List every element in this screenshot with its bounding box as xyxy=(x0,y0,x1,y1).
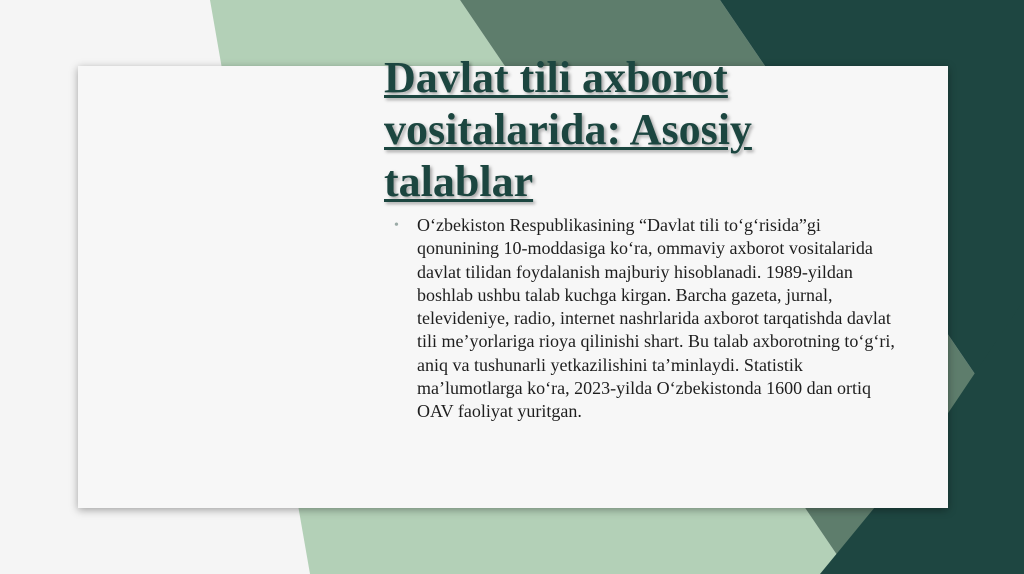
bullet-icon: • xyxy=(394,218,399,233)
body-paragraph-text: O‘zbekiston Respublikasining “Davlat tili to‘g‘risida”gi qonunining 10-moddasiga ko‘ra, ommaviy axborot vositalarida davlat tilidan foydalanish majburiy hisoblanadi. 1989-yildan boshlab ushbu talab kuchga kirgan. Barcha gazeta, jurnal, televideniye, radio, internet nashrlarida axborot tarqatishda davlat tili me’yorlariga rioya qilinishi shart. Bu talab axborotning to‘g‘ri, aniq va tushunarli yetkazilishini ta’minlaydi. Statistik ma’lumotlarga ko‘ra, 2023-yilda O‘zbekistonda 1600 dan ortiq OAV faoliyat yuritgan. xyxy=(417,215,895,422)
slide-title: Davlat tili axborot vositalarida: Asosiy talablar xyxy=(384,53,752,206)
body-list xyxy=(394,214,899,424)
body-paragraph xyxy=(394,214,899,424)
